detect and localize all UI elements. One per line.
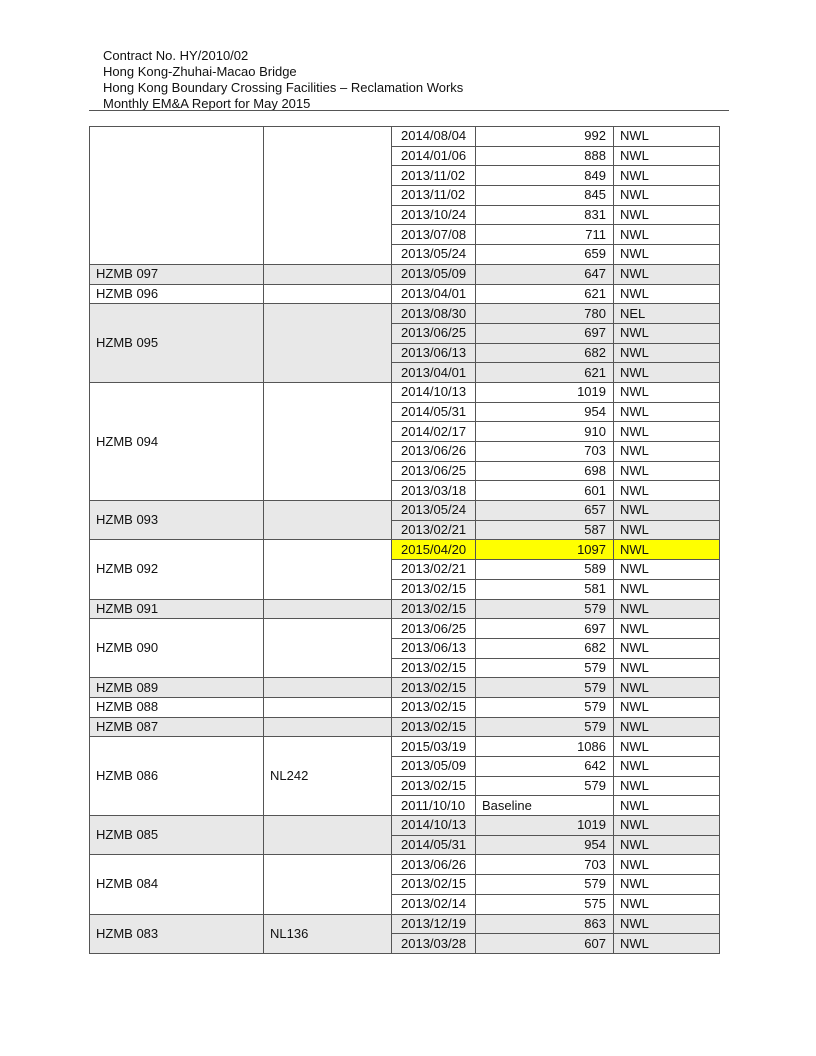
- value-cell: 845: [476, 186, 614, 206]
- date-cell: 2013/06/25: [392, 619, 476, 639]
- reference-cell: NWL: [614, 166, 720, 186]
- area-cell: [264, 540, 392, 599]
- reference-cell: NWL: [614, 205, 720, 225]
- reference-cell: NWL: [614, 520, 720, 540]
- area-cell: [264, 304, 392, 383]
- date-cell: 2013/05/24: [392, 501, 476, 521]
- date-cell: 2013/10/24: [392, 205, 476, 225]
- report-title: Monthly EM&A Report for May 2015: [103, 96, 311, 111]
- station-cell: HZMB 097: [90, 264, 264, 284]
- reference-cell: NWL: [614, 422, 720, 442]
- date-cell: 2013/02/15: [392, 776, 476, 796]
- station-cell: HZMB 083: [90, 914, 264, 953]
- reference-cell: NWL: [614, 560, 720, 580]
- value-cell: 579: [476, 678, 614, 698]
- table-row: [90, 284, 720, 304]
- table-row: [90, 619, 720, 639]
- value-cell: 621: [476, 363, 614, 383]
- date-cell: 2013/06/13: [392, 343, 476, 363]
- value-cell: 863: [476, 914, 614, 934]
- reference-cell: NWL: [614, 284, 720, 304]
- date-cell: 2013/05/09: [392, 264, 476, 284]
- value-cell: 581: [476, 579, 614, 599]
- date-cell: 2013/03/18: [392, 481, 476, 501]
- value-cell: Baseline: [476, 796, 614, 816]
- value-cell: 910: [476, 422, 614, 442]
- area-cell: [264, 127, 392, 265]
- date-cell: 2015/04/20: [392, 540, 476, 560]
- table-row: [90, 737, 720, 757]
- reference-cell: NWL: [614, 481, 720, 501]
- date-cell: 2013/06/25: [392, 323, 476, 343]
- reference-cell: NWL: [614, 619, 720, 639]
- area-cell: [264, 619, 392, 678]
- value-cell: 1019: [476, 382, 614, 402]
- value-cell: 601: [476, 481, 614, 501]
- reference-cell: NWL: [614, 855, 720, 875]
- table-row: [90, 304, 720, 324]
- value-cell: 780: [476, 304, 614, 324]
- area-cell: [264, 678, 392, 698]
- reference-cell: NWL: [614, 638, 720, 658]
- station-cell: HZMB 084: [90, 855, 264, 914]
- value-cell: 589: [476, 560, 614, 580]
- station-cell: HZMB 096: [90, 284, 264, 304]
- contract-number: Contract No. HY/2010/02: [103, 48, 249, 63]
- date-cell: 2014/05/31: [392, 835, 476, 855]
- date-cell: 2013/06/25: [392, 461, 476, 481]
- value-cell: 682: [476, 343, 614, 363]
- table-row: [90, 855, 720, 875]
- reference-cell: NWL: [614, 697, 720, 717]
- reference-cell: NWL: [614, 127, 720, 147]
- reference-cell: NWL: [614, 579, 720, 599]
- area-cell: [264, 855, 392, 914]
- table-row: [90, 127, 720, 147]
- value-cell: 954: [476, 835, 614, 855]
- value-cell: 849: [476, 166, 614, 186]
- value-cell: 575: [476, 894, 614, 914]
- reference-cell: NWL: [614, 796, 720, 816]
- station-cell: HZMB 087: [90, 717, 264, 737]
- reference-cell: NWL: [614, 245, 720, 265]
- reference-cell: NWL: [614, 737, 720, 757]
- date-cell: 2013/06/26: [392, 855, 476, 875]
- area-cell: NL136: [264, 914, 392, 953]
- header-divider: [89, 110, 729, 111]
- value-cell: 888: [476, 146, 614, 166]
- reference-cell: NWL: [614, 382, 720, 402]
- table-row: [90, 697, 720, 717]
- date-cell: 2014/10/13: [392, 382, 476, 402]
- table-row: [90, 717, 720, 737]
- reference-cell: NWL: [614, 835, 720, 855]
- date-cell: 2013/07/08: [392, 225, 476, 245]
- area-cell: [264, 382, 392, 500]
- date-cell: 2013/02/21: [392, 520, 476, 540]
- level-data-table: [89, 126, 720, 954]
- reference-cell: NWL: [614, 343, 720, 363]
- reference-cell: NWL: [614, 875, 720, 895]
- value-cell: 954: [476, 402, 614, 422]
- station-cell: HZMB 095: [90, 304, 264, 383]
- project-name: Hong Kong-Zhuhai-Macao Bridge: [103, 64, 297, 79]
- date-cell: 2014/01/06: [392, 146, 476, 166]
- reference-cell: NWL: [614, 186, 720, 206]
- area-cell: NL242: [264, 737, 392, 816]
- reference-cell: NWL: [614, 540, 720, 560]
- date-cell: 2014/02/17: [392, 422, 476, 442]
- reference-cell: NWL: [614, 757, 720, 777]
- date-cell: 2013/12/19: [392, 914, 476, 934]
- date-cell: 2013/05/09: [392, 757, 476, 777]
- value-cell: 703: [476, 855, 614, 875]
- value-cell: 607: [476, 934, 614, 954]
- date-cell: 2013/02/15: [392, 658, 476, 678]
- station-cell: HZMB 091: [90, 599, 264, 619]
- station-cell: HZMB 085: [90, 816, 264, 855]
- reference-cell: NWL: [614, 461, 720, 481]
- date-cell: 2013/06/13: [392, 638, 476, 658]
- date-cell: 2013/02/15: [392, 678, 476, 698]
- area-cell: [264, 697, 392, 717]
- value-cell: 1019: [476, 816, 614, 836]
- value-cell: 579: [476, 875, 614, 895]
- area-cell: [264, 284, 392, 304]
- date-cell: 2013/02/21: [392, 560, 476, 580]
- date-cell: 2013/11/02: [392, 186, 476, 206]
- reference-cell: NWL: [614, 658, 720, 678]
- date-cell: 2013/06/26: [392, 442, 476, 462]
- value-cell: 703: [476, 442, 614, 462]
- value-cell: 682: [476, 638, 614, 658]
- reference-cell: NWL: [614, 914, 720, 934]
- station-cell: HZMB 090: [90, 619, 264, 678]
- date-cell: 2013/03/28: [392, 934, 476, 954]
- reference-cell: NWL: [614, 442, 720, 462]
- value-cell: 579: [476, 658, 614, 678]
- value-cell: 579: [476, 717, 614, 737]
- value-cell: 642: [476, 757, 614, 777]
- date-cell: 2014/05/31: [392, 402, 476, 422]
- value-cell: 1086: [476, 737, 614, 757]
- reference-cell: NWL: [614, 323, 720, 343]
- date-cell: 2013/02/15: [392, 875, 476, 895]
- area-cell: [264, 264, 392, 284]
- date-cell: 2013/02/15: [392, 697, 476, 717]
- reference-cell: NWL: [614, 894, 720, 914]
- table-row: [90, 914, 720, 934]
- date-cell: 2013/02/15: [392, 717, 476, 737]
- reference-cell: NWL: [614, 678, 720, 698]
- table-row: [90, 816, 720, 836]
- date-cell: 2011/10/10: [392, 796, 476, 816]
- table-body: [90, 127, 720, 954]
- date-cell: 2015/03/19: [392, 737, 476, 757]
- table-row: [90, 599, 720, 619]
- project-subtitle: Hong Kong Boundary Crossing Facilities – Reclamation Works: [103, 80, 464, 95]
- table-row: [90, 501, 720, 521]
- reference-cell: NWL: [614, 599, 720, 619]
- value-cell: 587: [476, 520, 614, 540]
- date-cell: 2014/08/04: [392, 127, 476, 147]
- value-cell: 657: [476, 501, 614, 521]
- reference-cell: NWL: [614, 934, 720, 954]
- area-cell: [264, 599, 392, 619]
- station-cell: HZMB 093: [90, 501, 264, 540]
- date-cell: 2014/10/13: [392, 816, 476, 836]
- value-cell: 579: [476, 599, 614, 619]
- station-cell: HZMB 089: [90, 678, 264, 698]
- value-cell: 831: [476, 205, 614, 225]
- date-cell: 2013/02/15: [392, 599, 476, 619]
- value-cell: 697: [476, 619, 614, 639]
- reference-cell: NEL: [614, 304, 720, 324]
- reference-cell: NWL: [614, 816, 720, 836]
- value-cell: 579: [476, 776, 614, 796]
- date-cell: 2013/04/01: [392, 363, 476, 383]
- date-cell: 2013/05/24: [392, 245, 476, 265]
- value-cell: 621: [476, 284, 614, 304]
- value-cell: 659: [476, 245, 614, 265]
- area-cell: [264, 501, 392, 540]
- station-cell: [90, 127, 264, 265]
- date-cell: 2013/02/14: [392, 894, 476, 914]
- table-row: [90, 382, 720, 402]
- table-row: [90, 678, 720, 698]
- reference-cell: NWL: [614, 264, 720, 284]
- value-cell: 647: [476, 264, 614, 284]
- value-cell: 698: [476, 461, 614, 481]
- date-cell: 2013/11/02: [392, 166, 476, 186]
- value-cell: 1097: [476, 540, 614, 560]
- table-row: [90, 540, 720, 560]
- date-cell: 2013/08/30: [392, 304, 476, 324]
- area-cell: [264, 816, 392, 855]
- station-cell: HZMB 086: [90, 737, 264, 816]
- date-cell: 2013/04/01: [392, 284, 476, 304]
- area-cell: [264, 717, 392, 737]
- value-cell: 711: [476, 225, 614, 245]
- reference-cell: NWL: [614, 776, 720, 796]
- table-row: [90, 264, 720, 284]
- reference-cell: NWL: [614, 717, 720, 737]
- reference-cell: NWL: [614, 363, 720, 383]
- station-cell: HZMB 094: [90, 382, 264, 500]
- reference-cell: NWL: [614, 402, 720, 422]
- station-cell: HZMB 088: [90, 697, 264, 717]
- reference-cell: NWL: [614, 501, 720, 521]
- station-cell: HZMB 092: [90, 540, 264, 599]
- reference-cell: NWL: [614, 225, 720, 245]
- value-cell: 697: [476, 323, 614, 343]
- reference-cell: NWL: [614, 146, 720, 166]
- report-header: [103, 48, 723, 112]
- value-cell: 579: [476, 697, 614, 717]
- value-cell: 992: [476, 127, 614, 147]
- date-cell: 2013/02/15: [392, 579, 476, 599]
